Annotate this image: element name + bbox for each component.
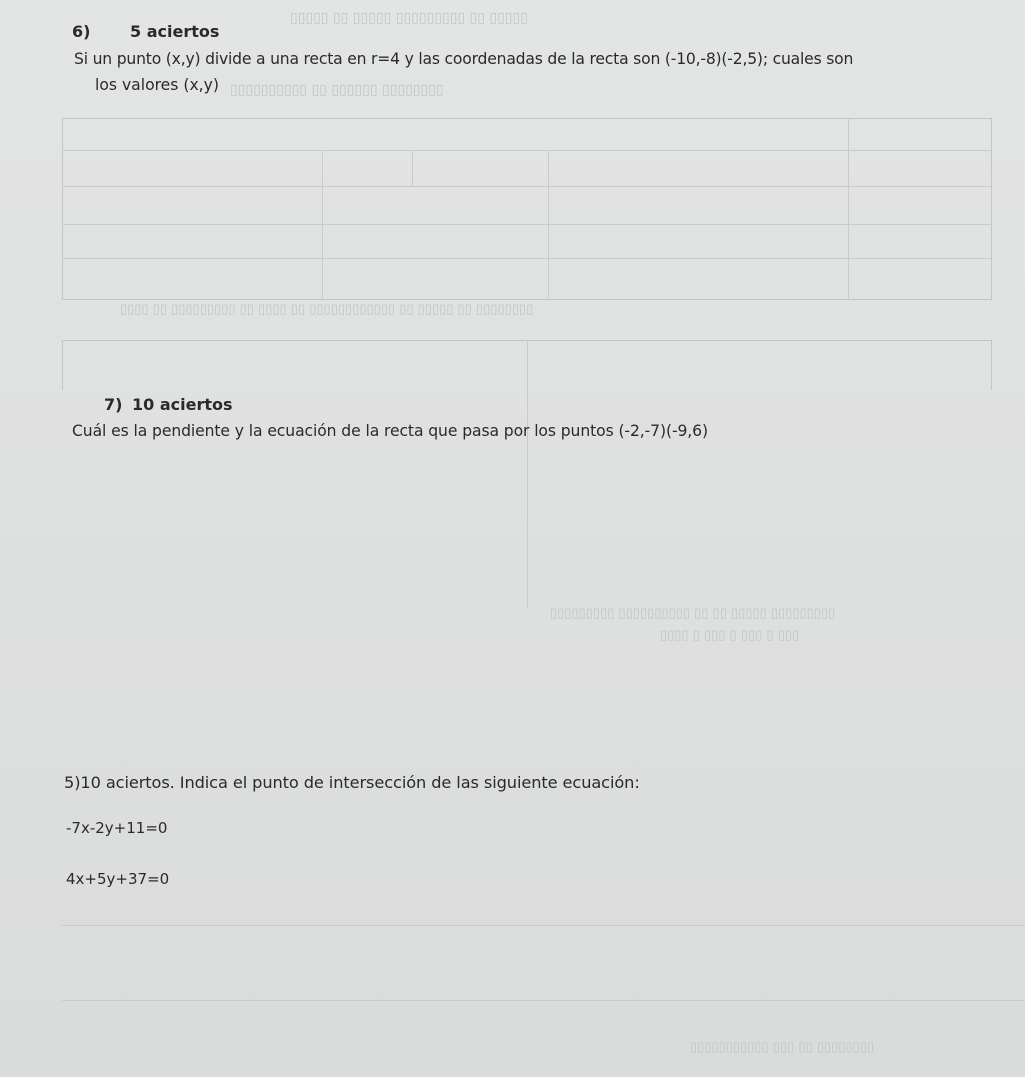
ghost-scribble: ▯▯▯ ▯ ▯▯▯ ▯ ▯▯▯ ▯ ▯▯▯▯ <box>660 628 800 643</box>
q7-number: 7) <box>104 395 123 414</box>
ghost-line <box>848 118 849 300</box>
ghost-line <box>62 925 1025 926</box>
ghost-scribble: ▯▯▯▯▯▯▯▯ ▯▯ ▯▯▯▯▯ ▯▯ ▯▯▯▯▯▯▯▯▯▯▯▯ ▯▯ ▯▯▯▯ ▯▯ ▯▯▯▯▯▯▯▯▯ ▯▯ ▯▯▯▯ <box>120 302 534 317</box>
ghost-line <box>527 340 528 608</box>
q5-equation-2: 4x+5y+37=0 <box>66 870 170 888</box>
ghost-scribble: ▯▯▯▯▯▯▯▯▯ ▯▯▯▯▯ ▯▯ ▯▯ ▯▯▯▯▯▯▯▯▯▯ ▯▯▯▯▯▯▯▯▯ <box>550 606 836 621</box>
ghost-line <box>548 150 549 300</box>
q7-text: Cuál es la pendiente y la ecuación de la recta que pasa por los puntos (-2,-7)(-9,6) <box>72 422 708 440</box>
ghost-scribble: ▯▯▯▯▯ ▯▯ ▯▯▯▯▯▯▯▯▯ ▯▯▯▯▯ ▯▯ ▯▯▯▯▯ <box>290 10 528 26</box>
q6-text-line2: los valores (x,y) <box>95 76 219 94</box>
q6-points: 5 aciertos <box>130 22 220 41</box>
ghost-line <box>62 150 992 151</box>
ghost-line <box>62 186 992 187</box>
q5-text: 5)10 aciertos. Indica el punto de intersección de las siguiente ecuación: <box>64 773 640 792</box>
q7-points: 10 aciertos <box>132 395 233 414</box>
ghost-scribble: ▯▯▯▯▯▯▯▯ ▯▯▯▯▯▯ ▯▯ ▯▯▯▯▯▯▯▯▯▯ <box>230 82 444 98</box>
q6-text-line1: Si un punto (x,y) divide a una recta en r=4 y las coordenadas de la recta son (-10,-8)(-2,5); cuales son <box>74 50 854 68</box>
ghost-line <box>412 150 413 186</box>
ghost-line <box>322 150 323 300</box>
q6-number: 6) <box>72 22 91 41</box>
q5-equation-1: -7x-2y+11=0 <box>66 819 168 837</box>
ghost-table <box>62 118 992 300</box>
ghost-line <box>62 1000 1025 1001</box>
ghost-scribble: ▯▯▯▯▯▯▯▯ ▯▯ ▯▯▯ ▯▯▯▯▯▯▯▯▯▯▯ <box>690 1040 875 1055</box>
ghost-line <box>62 258 992 259</box>
ghost-line <box>62 224 992 225</box>
